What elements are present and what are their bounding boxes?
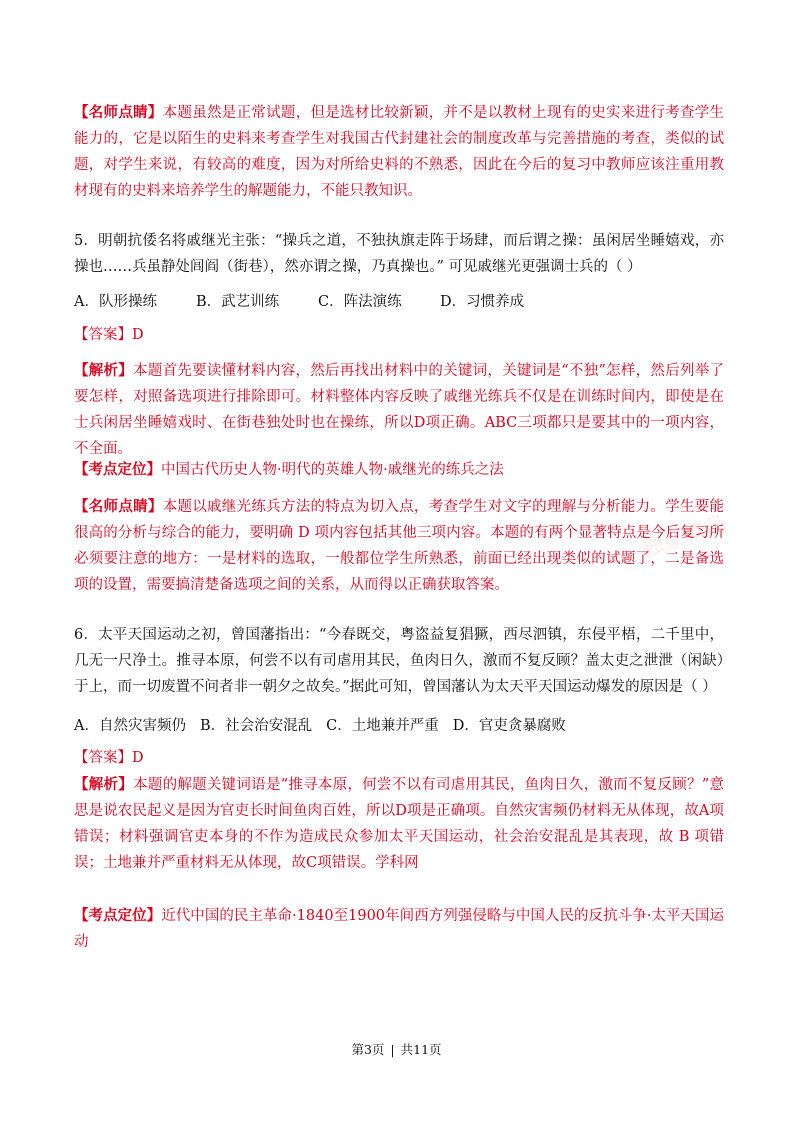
kaodian-tag: 【考点定位】 [74, 461, 161, 478]
question-6-answer [74, 745, 724, 771]
analysis-tag: 【解析】 [74, 776, 134, 793]
footer-separator: | [390, 1042, 395, 1057]
answer-value: D [132, 750, 144, 766]
option-a: A．队形操练 [74, 294, 157, 310]
option-a: A．自然灾害频仍 [74, 718, 186, 734]
option-b: B．武艺训练 [196, 294, 280, 310]
question-5-options [74, 289, 724, 315]
page-total: 共11页 [400, 1042, 442, 1057]
analysis-text: 本题首先要读懂材料内容，然后再找出材料中的关键词，关键词是“不独”怎样，然后列举了要怎样，对照备选项进行排除即可。材料整体内容反映了戚继光练兵不仅是在训练时间内，即使是在士兵闲居坐睡嬉戏时、在街巷独处时也在操练，所以D项正确。ABC三项都只是要其中的一项内容，不全面。 [74, 363, 724, 457]
kaodian-text: 中国古代历史人物·明代的英雄人物·戚继光的练兵之法 [161, 462, 504, 478]
mingshi-tag: 【名师点睛】 [74, 498, 163, 515]
answer-value: D [132, 327, 144, 343]
option-c: C．土地兼并严重 [326, 718, 439, 734]
question-6-kaodian [74, 903, 724, 955]
mingshi-tag: 【名师点睛】 [74, 104, 163, 121]
mingshi-text: 本题以戚继光练兵方法的特点为切入点，考查学生对文字的理解与分析能力。学生要能很高的分析与综合的能力，要明确 D 项内容包括其他三项内容。本题的有两个显著特点是今后复习所必须要注意的地方：一是材料的选取，一般都位学生所熟悉，前面已经出现类似的试题了，二是备选项的设置，需要搞清楚备选项之间的关系，从而得以正确获取答案。 [74, 499, 725, 593]
mingshi-text: 本题虽然是正常试题，但是选材比较新颖，并不是以教材上现有的史实来进行考查学生能力的，它是以陌生的史料来考查学生对我国古代封建社会的制度改革与完善措施的考查，类似的试题，对学生来说，有较高的难度，因为对所给史料的不熟悉，因此在今后的复习中教师应该注重用教材现有的史料来培养学生的解题能力，不能只教知识。 [74, 105, 725, 199]
kaodian-tag: 【考点定位】 [74, 907, 162, 924]
kaodian-text: 近代中国的民主革命·1840至1900年间西方列强侵略与中国人民的反抗斗争·太平天国运动 [74, 908, 724, 950]
question-5-stem: 5．明朝抗倭名将戚继光主张：“操兵之道，不独执旗走阵于场肆，而后谓之操：虽闲居坐睡嬉戏，亦操也……兵虽静处闾阎（街巷），然亦谓之操，乃真操也。” 可见戚继光更强调士兵的（ ） [74, 233, 724, 275]
option-b: B．社会治安混乱 [199, 718, 313, 734]
question-5-answer [74, 322, 724, 348]
option-d: D．官吏贪暴腐败 [452, 718, 566, 734]
watermark: 独家精品 [638, 511, 731, 563]
question-5-kaodian [74, 457, 724, 483]
analysis-tag: 【解析】 [74, 362, 134, 379]
question-6-stem: 6．太平天国运动之初，曾国藩指出：“今春既交，粤盗益复猖獗，西尽泗镇，东侵平梧，二千里中，几无一尺净土。推寻本原，何尝不以有司虐用其民，鱼肉日久，激而不复反顾？盖太吏之泄泄（闲缺）于上，而一切废置不问者非一朝夕之故矣。”据此可知，曾国藩认为太天平天国运动爆发的原因是（ ） [74, 627, 724, 695]
page-number: 第3页 [351, 1042, 385, 1057]
question-6-options [74, 713, 724, 739]
question-6-analysis [74, 772, 724, 876]
page-footer [0, 1040, 793, 1058]
option-d: D．习惯养成 [440, 294, 525, 310]
answer-tag: 【答案】 [74, 327, 132, 343]
mingshi-paragraph-1 [74, 100, 724, 204]
analysis-text: 本题的解题关键词语是“推寻本原，何尝不以有司虐用其民，鱼肉日久，激而不复反顾？”意思是说农民起义是因为官吏长时间鱼肉百姓，所以D项是正确项。自然灾害频仍材料无从体现，故A项错误；材料强调官吏本身的不作为造成民众参加太平天国运动，社会治安混乱是其表现，故 B 项错误；土地兼并严重材料无从体现，故C项错误。学科网 [74, 777, 724, 871]
answer-tag: 【答案】 [74, 750, 132, 766]
question-5-analysis [74, 358, 724, 462]
question-5-mingshi [74, 494, 724, 598]
option-c: C．阵法演练 [318, 294, 402, 310]
